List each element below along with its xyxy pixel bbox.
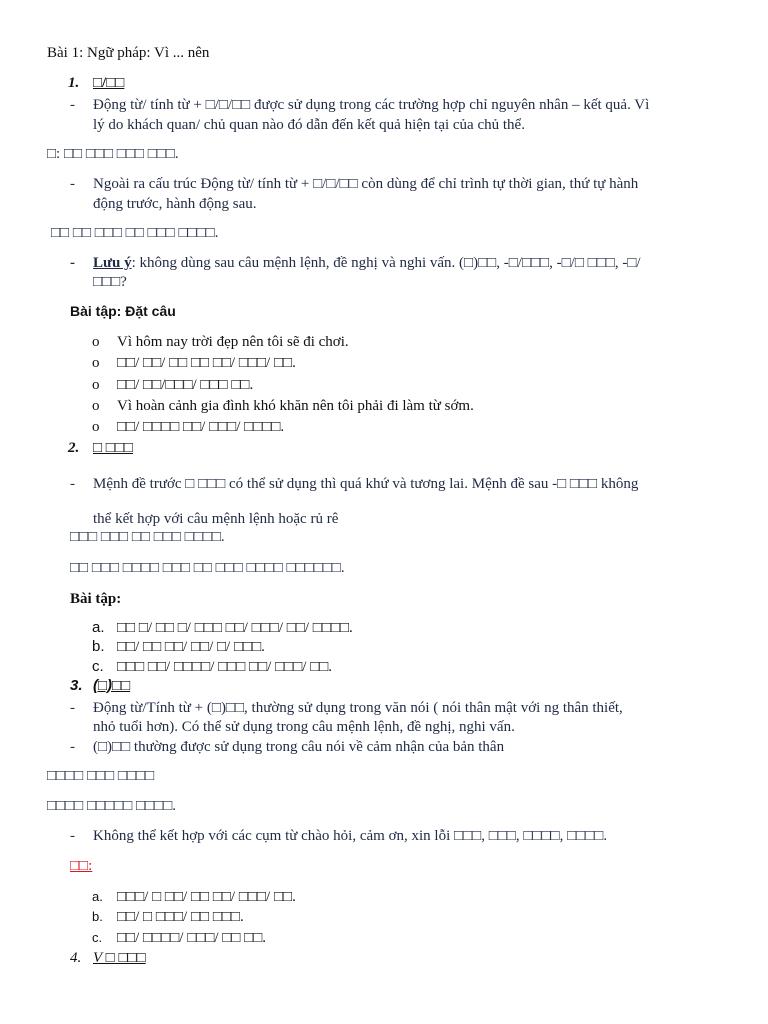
list-bullet: o	[92, 377, 100, 393]
note-label: Lưu ý	[93, 255, 132, 271]
list-letter: b.	[92, 909, 103, 924]
section-2-exercise-a: □□ □/ □□ □/ □□□ □□/ □□□/ □□/ □□□□.	[117, 620, 353, 636]
section-2-example-1: □□□ □□□ □□ □□□ □□□□.	[70, 529, 225, 545]
section-3-exercise-a: □□□/ □ □□/ □□ □□/ □□□/ □□.	[117, 889, 296, 905]
section-2-exercise-b: □□/ □□ □□/ □□/ □/ □□□.	[117, 639, 265, 655]
list-bullet: o	[92, 419, 100, 435]
bullet-dash: -	[70, 739, 75, 755]
section-2-exercise-heading: Bài tập:	[70, 591, 122, 607]
bullet-dash: -	[70, 828, 75, 844]
section-2-exercise-c: □□□ □□/ □□□□/ □□□ □□/ □□□/ □□.	[117, 659, 333, 675]
section-3-bullet-2: (□)□□ thường được sử dụng trong câu nói về cảm nhận của bản thân	[93, 739, 505, 755]
section-3-example-2: □□□□ □□□□□ □□□□.	[47, 798, 177, 814]
section-4-heading: V □ □□□	[93, 950, 146, 966]
list-bullet: o	[92, 355, 100, 371]
bullet-dash: -	[70, 700, 75, 716]
section-1-example-1: □: □□ □□□ □□□ □□□.	[47, 146, 179, 162]
section-1-example-2: □□ □□ □□□ □□ □□□ □□□□.	[51, 225, 219, 241]
list-letter: b.	[92, 638, 105, 655]
section-3-bullet-3: Không thể kết hợp với các cụm từ chào hỏi, cảm ơn, xin lỗi □□□, □□□, □□□□, □□□□.	[93, 828, 608, 844]
bullet-dash: -	[70, 476, 75, 492]
list-letter: c.	[92, 658, 104, 675]
list-letter: a.	[92, 619, 105, 636]
bullet-dash: -	[70, 97, 75, 113]
section-1-bullet-1-line-1: Động từ/ tính từ + □/□/□□ được sử dụng trong các trường hợp chỉ nguyên nhân – kết quả. Vì	[93, 97, 650, 113]
section-2-heading: □ □□□	[93, 440, 133, 456]
section-1-exercise-1: Vì hôm nay trời đẹp nên tôi sẽ đi chơi.	[117, 334, 349, 350]
section-2-example-2: □□ □□□ □□□□ □□□ □□ □□□ □□□□ □□□□□□.	[70, 560, 345, 576]
section-2-bullet-1-line-1: Mệnh đề trước □ □□□ có thể sử dụng thì quá khứ và tương lai. Mệnh đề sau -□ □□□ không	[93, 476, 639, 492]
section-3-bullet-1-line-2: nhỏ tuổi hơn). Có thể sử dụng trong câu mệnh lệnh, đề nghị, nghi vấn.	[93, 719, 515, 735]
section-3-bullet-1-line-1: Động từ/Tính từ + (□)□□, thường sử dụng trong văn nói ( nói thân mật với ng thân thiết,	[93, 700, 623, 716]
list-letter: a.	[92, 889, 103, 904]
section-3-exercise-b: □□/ □ □□□/ □□ □□□.	[117, 909, 244, 925]
list-letter: c.	[92, 930, 103, 945]
section-1-number: 1.	[68, 75, 80, 91]
section-2-bullet-1-line-2: thể kết hợp với câu mệnh lệnh hoặc rủ rê	[93, 511, 339, 527]
section-1-exercise-5: □□/ □□□□ □□/ □□□/ □□□□.	[117, 419, 285, 435]
section-1-exercise-3: □□/ □□/□□□/ □□□ □□.	[117, 377, 254, 393]
section-1-note-line-1	[93, 252, 641, 274]
section-1-heading: □/□□	[93, 75, 125, 91]
note-text: : không dùng sau câu mệnh lệnh, đề nghị và nghi vấn. (□)□□, -□/□□□, -□/□ □□□, -□/	[131, 255, 641, 271]
list-bullet: o	[92, 334, 100, 350]
section-3-example-1: □□□□ □□□ □□□□	[47, 768, 155, 784]
section-4-number: 4.	[70, 950, 82, 966]
section-3-exercise-c: □□/ □□□□/ □□□/ □□ □□.	[117, 930, 267, 946]
section-3-number: 3.	[70, 677, 83, 694]
section-1-exercise-4: Vì hoàn cảnh gia đình khó khăn nên tôi phải đi làm từ sớm.	[117, 398, 474, 414]
section-1-exercise-2: □□/ □□/ □□ □□ □□/ □□□/ □□.	[117, 355, 296, 371]
section-1-bullet-1-line-2: lý do khách quan/ chủ quan nào đó dẫn đến kết quả hiện tại của chủ thể.	[93, 117, 525, 133]
section-1-note-line-2: □□□?	[93, 274, 127, 290]
list-bullet: o	[92, 398, 100, 414]
section-1-bullet-2-line-2: động trước, hành động sau.	[93, 196, 257, 212]
section-2-number: 2.	[68, 440, 80, 456]
document-title: Bài 1: Ngữ pháp: Vì ... nên	[47, 45, 210, 61]
bullet-dash: -	[70, 176, 75, 192]
bullet-dash: -	[70, 255, 75, 271]
section-3-exercise-heading: □□:	[70, 858, 93, 874]
section-1-exercise-heading: Bài tập: Đặt câu	[70, 303, 176, 319]
section-3-heading: (□)□□	[93, 677, 131, 694]
section-1-bullet-2-line-1: Ngoài ra cấu trúc Động từ/ tính từ + □/□/□□ còn dùng để chỉ trình tự thời gian, thứ tự hành	[93, 176, 639, 192]
